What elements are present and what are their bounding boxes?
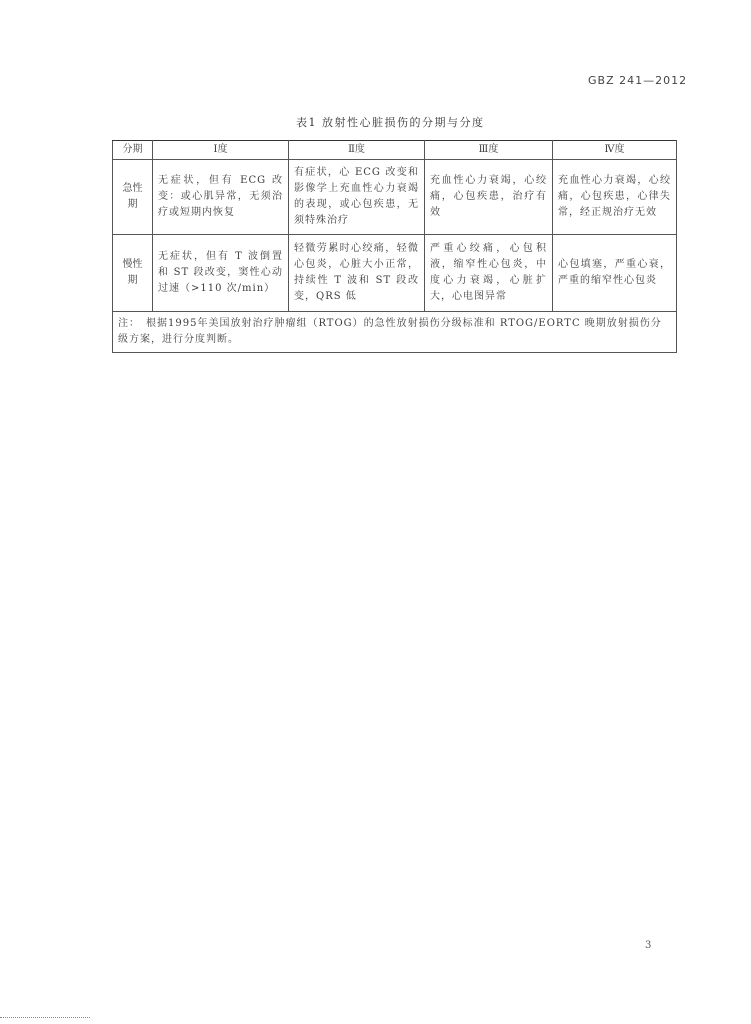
scan-artifact: [0, 1017, 90, 1019]
table-title: 表1 放射性心脏损伤的分期与分度: [296, 116, 485, 129]
grading-table: [112, 140, 677, 353]
table-cell: 轻微劳累时心绞痛，轻微心包炎，心脏大小正常，持续性 T 波和 ST 段改变，QRS 低: [289, 235, 425, 312]
column-header-grade-3: Ⅲ度: [425, 141, 553, 160]
table-cell: 无症状，但有 ECG 改变：或心肌异常，无须治疗或短期内恢复: [153, 160, 289, 235]
table-header-row: [113, 141, 677, 160]
note-label: 注：: [118, 318, 140, 329]
table-cell: 充血性心力衰竭，心绞痛，心包疾患，心律失常，经正规治疗无效: [553, 160, 677, 235]
table-note-row: [113, 312, 677, 353]
note-text: 根据1995年美国放射治疗肿瘤组（RTOG）的急性放射损伤分级标准和 RTOG/EORTC 晚期放射损伤分级方案，进行分度判断。: [118, 318, 662, 345]
column-header-grade-1: Ⅰ度: [153, 141, 289, 160]
column-header-grade-2: Ⅱ度: [289, 141, 425, 160]
table-note: [113, 312, 677, 353]
table-row-acute: [113, 160, 677, 235]
table-cell: 心包填塞，严重心衰，严重的缩窄性心包炎: [553, 235, 677, 312]
table-cell: 有症状，心 ECG 改变和影像学上充血性心力衰竭的表现，或心包疾患，无须特殊治疗: [289, 160, 425, 235]
table-cell: 严重心绞痛，心包积液，缩窄性心包炎，中度心力衰竭，心脏扩大，心电图异常: [425, 235, 553, 312]
page-number: 3: [645, 940, 652, 951]
column-header-grade-4: Ⅳ度: [553, 141, 677, 160]
table-cell: 无症状，但有 T 波倒置和 ST 段改变，窦性心动过速（>110 次/min）: [153, 235, 289, 312]
table-cell: 充血性心力衰竭，心绞痛，心包疾患，治疗有效: [425, 160, 553, 235]
table-row-chronic: [113, 235, 677, 312]
row-label-acute: 急性期: [113, 160, 153, 235]
row-label-chronic: 慢性期: [113, 235, 153, 312]
document-code: GBZ 241—2012: [588, 74, 688, 87]
column-header-phase: 分期: [113, 141, 153, 160]
